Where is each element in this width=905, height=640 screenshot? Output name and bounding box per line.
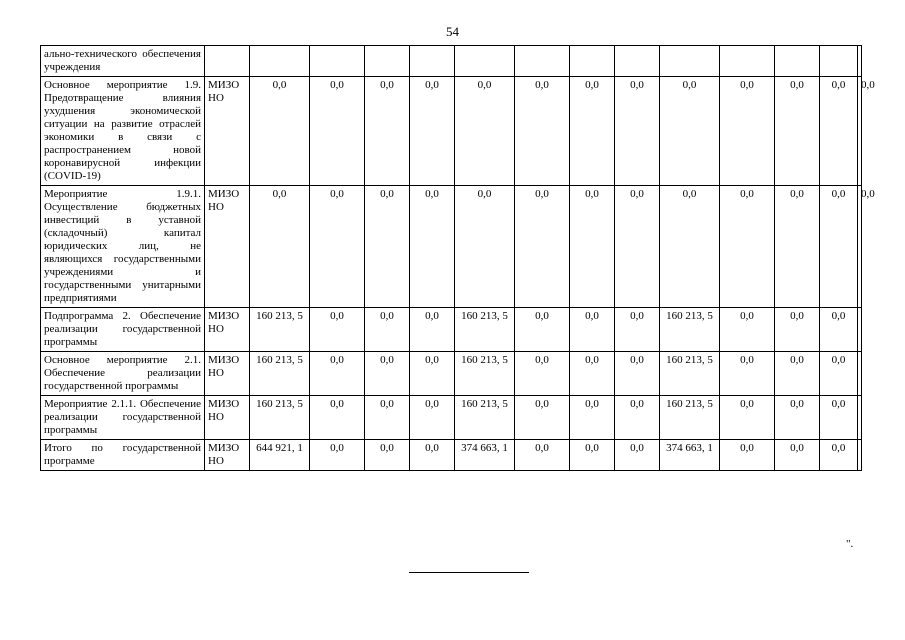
value-cell: 0,0	[310, 352, 365, 396]
value-cell: 160 213, 5	[660, 308, 720, 352]
empty-cell	[858, 396, 862, 440]
row-name-cell: ально-технического обеспечения учреждения	[41, 46, 205, 77]
page-number: 54	[446, 24, 459, 39]
value-cell	[365, 46, 410, 77]
value-cell: 0,0	[570, 308, 615, 352]
value-cell: 0,0	[660, 186, 720, 308]
value-cell: 0,0	[775, 352, 820, 396]
value-cell: 0,0	[515, 186, 570, 308]
value-cell	[310, 46, 365, 77]
value-cell: 0,0	[570, 77, 615, 186]
row-name-cell: Мероприятие 1.9.1. Осуществление бюджетных инвестиций в уставной (складочный) капитал юридических лиц, не являющихся государственными учреждениями и государственными унитарными предприятиями	[41, 186, 205, 308]
value-cell: 0,0	[515, 308, 570, 352]
value-cell: 0,0	[250, 186, 310, 308]
value-cell: 160 213, 5	[455, 396, 515, 440]
value-cell: 0,0	[310, 396, 365, 440]
value-cell: 160 213, 5	[250, 396, 310, 440]
value-cell: 0,0	[515, 352, 570, 396]
value-cell: 0,0	[615, 352, 660, 396]
table-row	[41, 77, 862, 186]
value-cell: 160 213, 5	[660, 396, 720, 440]
row-executor-cell: МИЗО НО	[205, 440, 250, 471]
empty-cell	[858, 308, 862, 352]
value-cell: 0,0	[455, 186, 515, 308]
value-cell: 0,0	[410, 396, 455, 440]
row-name-cell: Итого по государственной программе	[41, 440, 205, 471]
value-cell: 0,0	[775, 186, 820, 308]
value-cell: 160 213, 5	[660, 352, 720, 396]
value-cell	[250, 46, 310, 77]
table-row	[41, 352, 862, 396]
value-cell	[858, 46, 862, 77]
row-executor-cell: МИЗО НО	[205, 352, 250, 396]
table-row	[41, 186, 862, 308]
row-executor-cell	[205, 46, 250, 77]
row-name-cell: Основное мероприятие 2.1. Обеспечение реализации государственной программы	[41, 352, 205, 396]
closing-quote-mark: ".	[846, 538, 854, 550]
value-cell	[570, 46, 615, 77]
value-cell: 0,0	[820, 77, 858, 186]
value-cell: 160 213, 5	[455, 308, 515, 352]
value-cell: 0,0	[820, 308, 858, 352]
value-cell: 0,0	[515, 77, 570, 186]
footnote-separator-line	[409, 572, 529, 573]
value-cell: 0,0	[858, 77, 862, 186]
value-cell	[660, 46, 720, 77]
value-cell: 0,0	[775, 308, 820, 352]
value-cell	[455, 46, 515, 77]
empty-cell	[858, 440, 862, 471]
value-cell: 0,0	[570, 186, 615, 308]
row-name-cell: Подпрограмма 2. Обеспечение реализации государственной программы	[41, 308, 205, 352]
value-cell: 0,0	[615, 308, 660, 352]
value-cell: 0,0	[615, 77, 660, 186]
value-cell: 160 213, 5	[455, 352, 515, 396]
value-cell	[410, 46, 455, 77]
value-cell	[515, 46, 570, 77]
value-cell: 0,0	[775, 396, 820, 440]
value-cell: 374 663, 1	[660, 440, 720, 471]
value-cell: 0,0	[720, 440, 775, 471]
budget-table	[40, 45, 875, 471]
value-cell: 0,0	[410, 77, 455, 186]
row-executor-cell: МИЗО НО	[205, 396, 250, 440]
value-cell: 0,0	[310, 308, 365, 352]
value-cell	[615, 46, 660, 77]
value-cell: 0,0	[615, 440, 660, 471]
value-cell: 0,0	[310, 77, 365, 186]
value-cell: 160 213, 5	[250, 352, 310, 396]
value-cell	[775, 46, 820, 77]
value-cell: 0,0	[820, 440, 858, 471]
value-cell: 0,0	[720, 396, 775, 440]
value-cell: 0,0	[365, 440, 410, 471]
value-cell: 0,0	[720, 308, 775, 352]
row-executor-cell: МИЗО НО	[205, 186, 250, 308]
budget-table-body	[41, 46, 875, 471]
value-cell: 644 921, 1	[250, 440, 310, 471]
value-cell: 0,0	[410, 186, 455, 308]
value-cell: 0,0	[570, 396, 615, 440]
empty-cell	[858, 352, 862, 396]
value-cell: 0,0	[410, 352, 455, 396]
row-name-cell: Мероприятие 2.1.1. Обеспечение реализации государственной программы	[41, 396, 205, 440]
value-cell: 0,0	[720, 352, 775, 396]
value-cell: 0,0	[365, 77, 410, 186]
value-cell: 0,0	[410, 308, 455, 352]
value-cell: 0,0	[410, 440, 455, 471]
table-row	[41, 440, 862, 471]
value-cell: 0,0	[515, 440, 570, 471]
value-cell	[720, 46, 775, 77]
value-cell: 0,0	[570, 440, 615, 471]
value-cell: 0,0	[615, 186, 660, 308]
row-name-cell: Основное мероприятие 1.9. Предотвращение влияния ухудшения экономической ситуации на развитие отраслей экономики в связи с распространением новой коронавирусной инфекции (COVID-19)	[41, 77, 205, 186]
value-cell: 0,0	[365, 352, 410, 396]
value-cell: 0,0	[820, 186, 858, 308]
value-cell: 0,0	[365, 308, 410, 352]
value-cell: 160 213, 5	[250, 308, 310, 352]
table-row	[41, 308, 862, 352]
value-cell: 0,0	[615, 396, 660, 440]
value-cell: 0,0	[365, 186, 410, 308]
value-cell: 0,0	[455, 77, 515, 186]
value-cell: 0,0	[660, 77, 720, 186]
value-cell: 0,0	[570, 352, 615, 396]
value-cell: 0,0	[820, 352, 858, 396]
value-cell	[820, 46, 858, 77]
value-cell: 0,0	[820, 396, 858, 440]
value-cell: 0,0	[310, 186, 365, 308]
value-cell: 0,0	[515, 396, 570, 440]
value-cell: 0,0	[365, 396, 410, 440]
value-cell: 0,0	[720, 186, 775, 308]
value-cell: 0,0	[775, 77, 820, 186]
value-cell: 0,0	[775, 440, 820, 471]
value-cell: 0,0	[720, 77, 775, 186]
row-executor-cell: МИЗО НО	[205, 308, 250, 352]
value-cell: 0,0	[250, 77, 310, 186]
row-executor-cell: МИЗО НО	[205, 77, 250, 186]
table-row	[41, 396, 862, 440]
value-cell: 0,0	[310, 440, 365, 471]
value-cell: 0,0	[858, 186, 862, 308]
value-cell: 374 663, 1	[455, 440, 515, 471]
table-row	[41, 46, 862, 77]
